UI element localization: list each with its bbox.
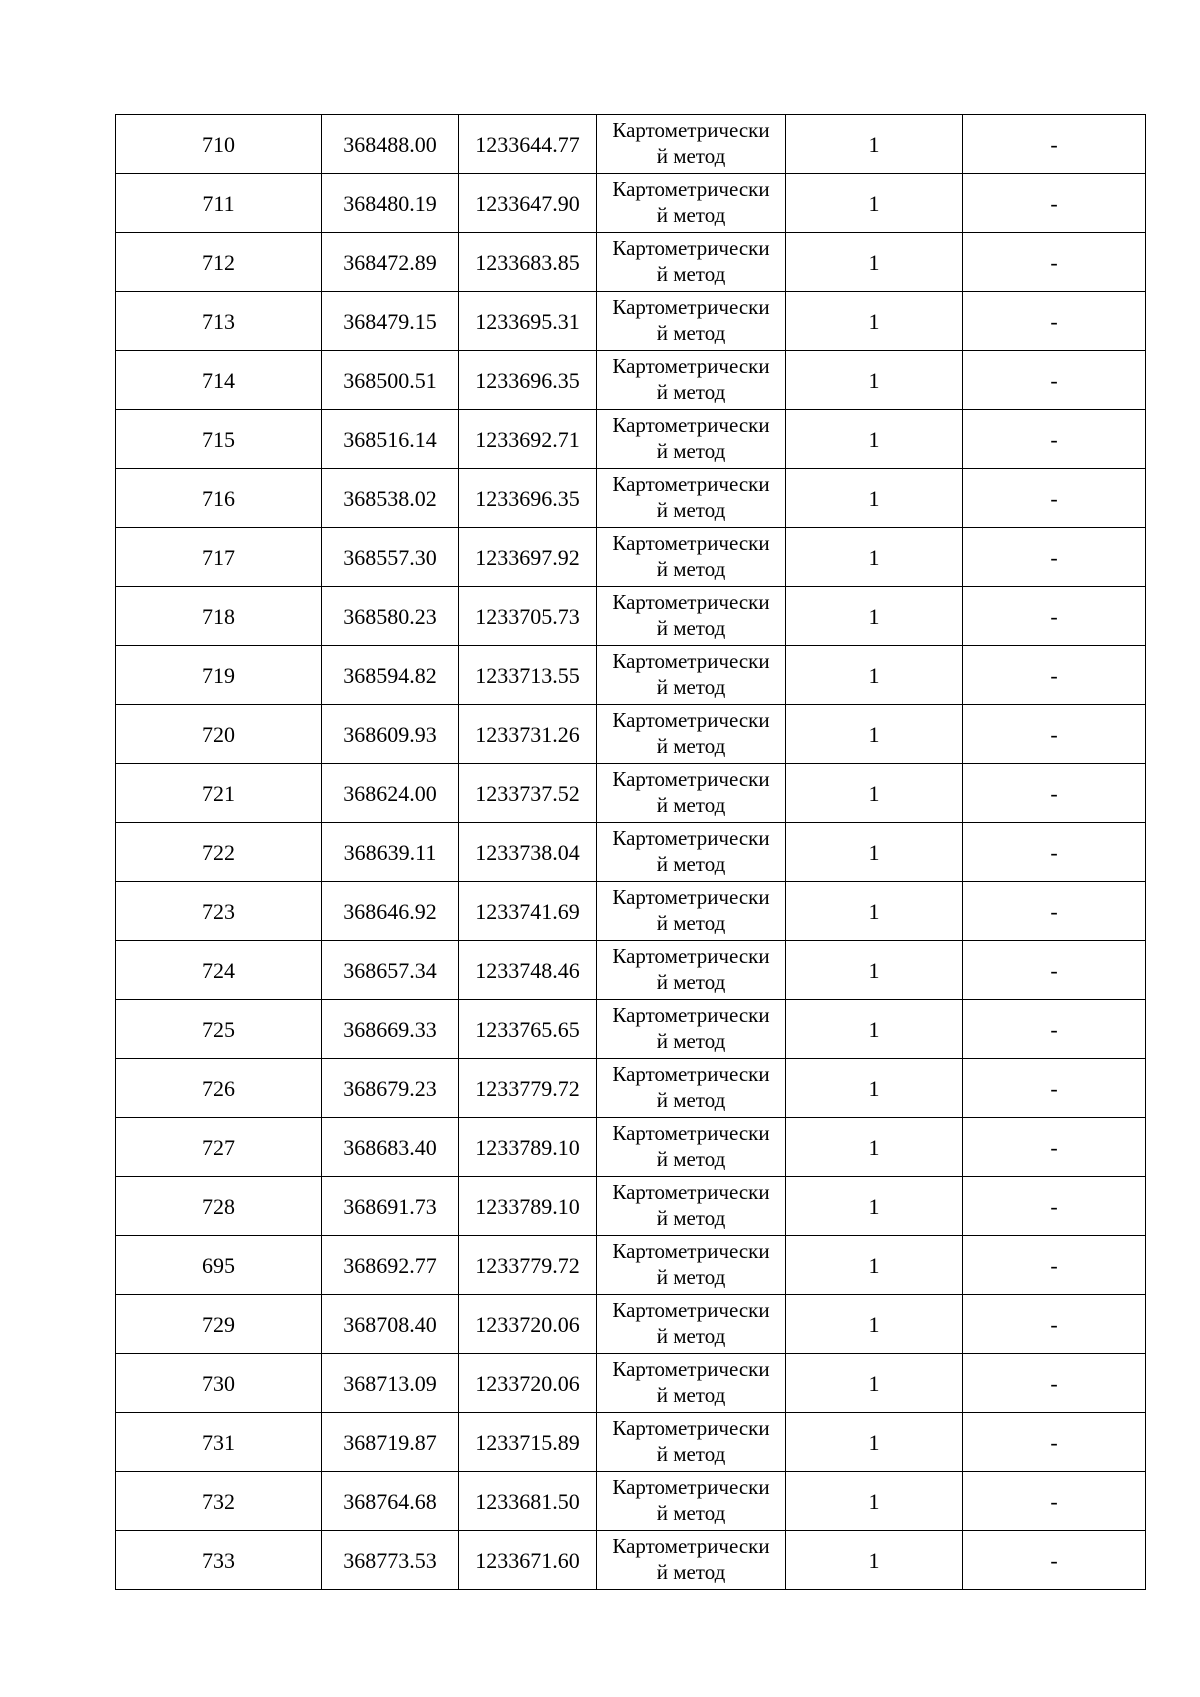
x-coordinate-cell: 368679.23: [322, 1059, 459, 1118]
table-row: [116, 587, 1146, 646]
x-coordinate-cell: 368713.09: [322, 1354, 459, 1413]
accuracy-cell: 1: [786, 764, 963, 823]
x-coordinate-cell: 368639.11: [322, 823, 459, 882]
accuracy-cell: 1: [786, 292, 963, 351]
note-cell: -: [963, 115, 1146, 174]
table-row: [116, 233, 1146, 292]
method-cell: [597, 1059, 786, 1118]
table-row: [116, 1295, 1146, 1354]
y-coordinate-cell: 1233705.73: [459, 587, 597, 646]
method-line-2: й метод: [656, 321, 726, 345]
method-line-1: Картометрически: [612, 354, 770, 378]
point-number-cell: 719: [116, 646, 322, 705]
point-number-cell: 732: [116, 1472, 322, 1531]
accuracy-cell: 1: [786, 705, 963, 764]
y-coordinate-cell: 1233644.77: [459, 115, 597, 174]
y-coordinate-cell: 1233737.52: [459, 764, 597, 823]
table-row: [116, 410, 1146, 469]
method-cell: [597, 1000, 786, 1059]
x-coordinate-cell: 368646.92: [322, 882, 459, 941]
method-line-2: й метод: [656, 1383, 726, 1407]
accuracy-cell: 1: [786, 1472, 963, 1531]
y-coordinate-cell: 1233741.69: [459, 882, 597, 941]
x-coordinate-cell: 368683.40: [322, 1118, 459, 1177]
point-number-cell: 718: [116, 587, 322, 646]
y-coordinate-cell: 1233789.10: [459, 1118, 597, 1177]
accuracy-cell: 1: [786, 1118, 963, 1177]
method-cell: [597, 115, 786, 174]
method-line-2: й метод: [656, 793, 726, 817]
method-cell: [597, 823, 786, 882]
x-coordinate-cell: 368692.77: [322, 1236, 459, 1295]
method-line-2: й метод: [656, 1206, 726, 1230]
method-cell: [597, 646, 786, 705]
method-line-1: Картометрически: [612, 649, 770, 673]
table-row: [116, 292, 1146, 351]
method-line-1: Картометрически: [612, 531, 770, 555]
method-cell: [597, 764, 786, 823]
point-number-cell: 711: [116, 174, 322, 233]
accuracy-cell: 1: [786, 528, 963, 587]
y-coordinate-cell: 1233713.55: [459, 646, 597, 705]
method-cell: [597, 469, 786, 528]
method-line-1: Картометрически: [612, 885, 770, 909]
x-coordinate-cell: 368580.23: [322, 587, 459, 646]
method-line-1: Картометрически: [612, 295, 770, 319]
method-line-1: Картометрически: [612, 413, 770, 437]
method-line-1: Картометрически: [612, 1416, 770, 1440]
point-number-cell: 724: [116, 941, 322, 1000]
method-cell: [597, 882, 786, 941]
note-cell: -: [963, 1472, 1146, 1531]
method-cell: [597, 705, 786, 764]
y-coordinate-cell: 1233695.31: [459, 292, 597, 351]
method-line-1: Картометрически: [612, 1003, 770, 1027]
accuracy-cell: 1: [786, 1177, 963, 1236]
x-coordinate-cell: 368557.30: [322, 528, 459, 587]
method-line-1: Картометрически: [612, 708, 770, 732]
table-row: [116, 1531, 1146, 1590]
y-coordinate-cell: 1233720.06: [459, 1295, 597, 1354]
method-line-2: й метод: [656, 1501, 726, 1525]
x-coordinate-cell: 368773.53: [322, 1531, 459, 1590]
point-number-cell: 727: [116, 1118, 322, 1177]
point-number-cell: 710: [116, 115, 322, 174]
table-row: [116, 1354, 1146, 1413]
note-cell: -: [963, 882, 1146, 941]
method-line-2: й метод: [656, 1442, 726, 1466]
method-line-2: й метод: [656, 1560, 726, 1584]
point-number-cell: 733: [116, 1531, 322, 1590]
accuracy-cell: 1: [786, 351, 963, 410]
method-line-1: Картометрически: [612, 1239, 770, 1263]
note-cell: -: [963, 351, 1146, 410]
accuracy-cell: 1: [786, 646, 963, 705]
accuracy-cell: 1: [786, 587, 963, 646]
method-line-1: Картометрически: [612, 1357, 770, 1381]
accuracy-cell: 1: [786, 1413, 963, 1472]
note-cell: -: [963, 941, 1146, 1000]
x-coordinate-cell: 368479.15: [322, 292, 459, 351]
y-coordinate-cell: 1233765.65: [459, 1000, 597, 1059]
method-cell: [597, 1236, 786, 1295]
accuracy-cell: 1: [786, 1531, 963, 1590]
y-coordinate-cell: 1233731.26: [459, 705, 597, 764]
point-number-cell: 716: [116, 469, 322, 528]
table-row: [116, 705, 1146, 764]
method-line-2: й метод: [656, 734, 726, 758]
x-coordinate-cell: 368472.89: [322, 233, 459, 292]
table-row: [116, 1118, 1146, 1177]
note-cell: -: [963, 823, 1146, 882]
method-line-2: й метод: [656, 675, 726, 699]
method-cell: [597, 941, 786, 1000]
method-line-1: Картометрически: [612, 1475, 770, 1499]
accuracy-cell: 1: [786, 1236, 963, 1295]
accuracy-cell: 1: [786, 1354, 963, 1413]
accuracy-cell: 1: [786, 1295, 963, 1354]
x-coordinate-cell: 368480.19: [322, 174, 459, 233]
method-line-2: й метод: [656, 1088, 726, 1112]
accuracy-cell: 1: [786, 882, 963, 941]
point-number-cell: 717: [116, 528, 322, 587]
table-row: [116, 1000, 1146, 1059]
x-coordinate-cell: 368657.34: [322, 941, 459, 1000]
method-cell: [597, 233, 786, 292]
table-row: [116, 823, 1146, 882]
y-coordinate-cell: 1233738.04: [459, 823, 597, 882]
method-line-2: й метод: [656, 1147, 726, 1171]
x-coordinate-cell: 368691.73: [322, 1177, 459, 1236]
note-cell: -: [963, 646, 1146, 705]
x-coordinate-cell: 368764.68: [322, 1472, 459, 1531]
point-number-cell: 715: [116, 410, 322, 469]
table-row: [116, 1413, 1146, 1472]
table-row: [116, 1177, 1146, 1236]
method-line-2: й метод: [656, 144, 726, 168]
note-cell: -: [963, 764, 1146, 823]
x-coordinate-cell: 368708.40: [322, 1295, 459, 1354]
table-row: [116, 528, 1146, 587]
note-cell: -: [963, 233, 1146, 292]
point-number-cell: 726: [116, 1059, 322, 1118]
y-coordinate-cell: 1233697.92: [459, 528, 597, 587]
note-cell: -: [963, 1059, 1146, 1118]
method-line-1: Картометрически: [612, 236, 770, 260]
method-cell: [597, 174, 786, 233]
point-number-cell: 723: [116, 882, 322, 941]
table-row: [116, 882, 1146, 941]
note-cell: -: [963, 1236, 1146, 1295]
point-number-cell: 721: [116, 764, 322, 823]
point-number-cell: 729: [116, 1295, 322, 1354]
x-coordinate-cell: 368538.02: [322, 469, 459, 528]
note-cell: -: [963, 1413, 1146, 1472]
note-cell: -: [963, 1295, 1146, 1354]
x-coordinate-cell: 368516.14: [322, 410, 459, 469]
point-number-cell: 725: [116, 1000, 322, 1059]
method-cell: [597, 351, 786, 410]
accuracy-cell: 1: [786, 174, 963, 233]
point-number-cell: 713: [116, 292, 322, 351]
method-line-1: Картометрически: [612, 767, 770, 791]
method-cell: [597, 1295, 786, 1354]
accuracy-cell: 1: [786, 941, 963, 1000]
y-coordinate-cell: 1233696.35: [459, 351, 597, 410]
point-number-cell: 714: [116, 351, 322, 410]
method-cell: [597, 1413, 786, 1472]
x-coordinate-cell: 368719.87: [322, 1413, 459, 1472]
note-cell: -: [963, 705, 1146, 764]
method-line-1: Картометрически: [612, 1298, 770, 1322]
coordinates-table-body: [116, 115, 1146, 1590]
x-coordinate-cell: 368624.00: [322, 764, 459, 823]
note-cell: -: [963, 1354, 1146, 1413]
x-coordinate-cell: 368609.93: [322, 705, 459, 764]
method-line-2: й метод: [656, 1029, 726, 1053]
point-number-cell: 730: [116, 1354, 322, 1413]
note-cell: -: [963, 410, 1146, 469]
table-row: [116, 646, 1146, 705]
x-coordinate-cell: 368488.00: [322, 115, 459, 174]
method-line-1: Картометрически: [612, 1534, 770, 1558]
point-number-cell: 712: [116, 233, 322, 292]
method-cell: [597, 410, 786, 469]
accuracy-cell: 1: [786, 233, 963, 292]
coordinates-table: [115, 114, 1146, 1590]
method-cell: [597, 292, 786, 351]
point-number-cell: 731: [116, 1413, 322, 1472]
method-line-2: й метод: [656, 262, 726, 286]
y-coordinate-cell: 1233779.72: [459, 1236, 597, 1295]
method-line-2: й метод: [656, 1324, 726, 1348]
table-row: [116, 1472, 1146, 1531]
method-cell: [597, 1472, 786, 1531]
point-number-cell: 720: [116, 705, 322, 764]
method-line-2: й метод: [656, 203, 726, 227]
note-cell: -: [963, 1118, 1146, 1177]
accuracy-cell: 1: [786, 410, 963, 469]
method-cell: [597, 1531, 786, 1590]
method-cell: [597, 1118, 786, 1177]
y-coordinate-cell: 1233696.35: [459, 469, 597, 528]
method-line-1: Картометрически: [612, 1180, 770, 1204]
note-cell: -: [963, 1177, 1146, 1236]
y-coordinate-cell: 1233671.60: [459, 1531, 597, 1590]
table-row: [116, 764, 1146, 823]
table-row: [116, 174, 1146, 233]
note-cell: -: [963, 292, 1146, 351]
note-cell: -: [963, 1000, 1146, 1059]
point-number-cell: 695: [116, 1236, 322, 1295]
method-line-1: Картометрически: [612, 944, 770, 968]
y-coordinate-cell: 1233748.46: [459, 941, 597, 1000]
y-coordinate-cell: 1233692.71: [459, 410, 597, 469]
method-line-2: й метод: [656, 380, 726, 404]
y-coordinate-cell: 1233779.72: [459, 1059, 597, 1118]
method-cell: [597, 587, 786, 646]
method-line-1: Картометрически: [612, 1062, 770, 1086]
method-cell: [597, 1354, 786, 1413]
table-row: [116, 941, 1146, 1000]
x-coordinate-cell: 368500.51: [322, 351, 459, 410]
method-line-2: й метод: [656, 852, 726, 876]
method-line-2: й метод: [656, 439, 726, 463]
table-row: [116, 1059, 1146, 1118]
method-line-1: Картометрически: [612, 472, 770, 496]
method-line-1: Картометрически: [612, 177, 770, 201]
y-coordinate-cell: 1233715.89: [459, 1413, 597, 1472]
x-coordinate-cell: 368669.33: [322, 1000, 459, 1059]
method-line-1: Картометрически: [612, 1121, 770, 1145]
accuracy-cell: 1: [786, 823, 963, 882]
y-coordinate-cell: 1233681.50: [459, 1472, 597, 1531]
accuracy-cell: 1: [786, 469, 963, 528]
y-coordinate-cell: 1233683.85: [459, 233, 597, 292]
method-line-2: й метод: [656, 970, 726, 994]
method-line-2: й метод: [656, 616, 726, 640]
accuracy-cell: 1: [786, 115, 963, 174]
method-line-1: Картометрически: [612, 118, 770, 142]
note-cell: -: [963, 1531, 1146, 1590]
method-line-2: й метод: [656, 557, 726, 581]
table-row: [116, 469, 1146, 528]
accuracy-cell: 1: [786, 1059, 963, 1118]
y-coordinate-cell: 1233720.06: [459, 1354, 597, 1413]
y-coordinate-cell: 1233647.90: [459, 174, 597, 233]
point-number-cell: 722: [116, 823, 322, 882]
note-cell: -: [963, 528, 1146, 587]
point-number-cell: 728: [116, 1177, 322, 1236]
method-cell: [597, 528, 786, 587]
method-cell: [597, 1177, 786, 1236]
table-row: [116, 115, 1146, 174]
y-coordinate-cell: 1233789.10: [459, 1177, 597, 1236]
note-cell: -: [963, 469, 1146, 528]
method-line-2: й метод: [656, 498, 726, 522]
table-row: [116, 351, 1146, 410]
method-line-2: й метод: [656, 911, 726, 935]
table-row: [116, 1236, 1146, 1295]
method-line-1: Картометрически: [612, 826, 770, 850]
method-line-1: Картометрически: [612, 590, 770, 614]
note-cell: -: [963, 174, 1146, 233]
x-coordinate-cell: 368594.82: [322, 646, 459, 705]
accuracy-cell: 1: [786, 1000, 963, 1059]
note-cell: -: [963, 587, 1146, 646]
method-line-2: й метод: [656, 1265, 726, 1289]
